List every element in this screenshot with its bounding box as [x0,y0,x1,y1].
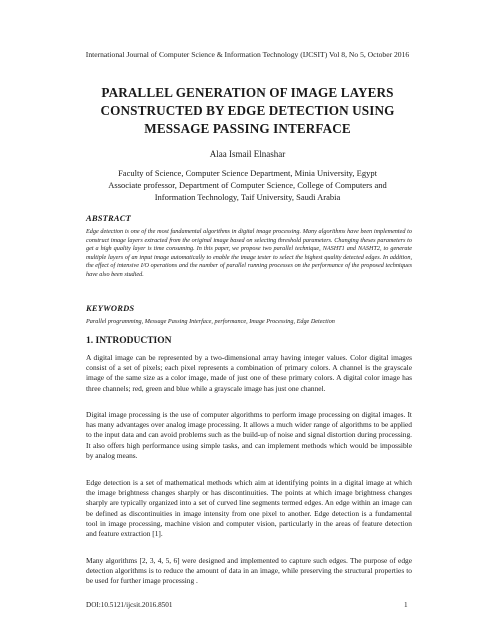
author-affiliation [60,167,435,203]
page-number: 1 [404,601,408,609]
abstract-heading: ABSTRACT [86,213,132,223]
title-line: CONSTRUCTED BY EDGE DETECTION USING [100,103,395,118]
footer-doi: DOI:10.5121/ijcsit.2016.8501 [86,601,173,609]
author-name: Alaa Ismail Elnashar [209,149,286,159]
affiliation-line: Information Technology, Taif University, Saudi Arabia [154,192,341,202]
affiliation-line: Faculty of Science, Computer Science Department, Minia University, Egypt [118,168,377,178]
body-paragraph: A digital image can be represented by a two-dimensional array having integer values. Color digital images consist of a set of pixels; each pixel represents a combination of primary colors. A channel is the grayscale image of the same size as a color image, made of just one of these primary colors. A digital color image has three channels; red, green and blue while a grayscale image has just one channel. [86,353,412,393]
journal-header: International Journal of Computer Science & Information Technology (IJCSIT) Vol 8, No 5, October 2016 [85,50,410,59]
affiliation-line: Associate professor, Department of Computer Science, College of Computers and [108,180,387,190]
title-line: MESSAGE PASSING INTERFACE [144,121,351,136]
title-line: PARALLEL GENERATION OF IMAGE LAYERS [101,85,394,100]
body-paragraph: Edge detection is a set of mathematical methods which aim at identifying points in a digital image at which the image brightness changes sharply or has discontinuities. The points at which image brightness changes sharply are typically organized into a set of curved line segments termed edges. An edge within an image can be defined as discontinuities in image intensity from one pixel to another. Edge detection is a fundamental tool in image processing, machine vision and computer vision, particularly in the areas of feature detection and feature extraction [1]. [86,478,412,539]
body-paragraph: Many algorithms [2, 3, 4, 5, 6] were designed and implemented to capture such edges. The purpose of edge detection algorithms is to reduce the amount of data in an image, while preserving the structural properties to be used for further image processing . [86,556,412,586]
abstract-text: Edge detection is one of the most fundamental algorithms in digital image processing. Many algorithms have been implemented to construct image layers extracted from the original image based on selecting threshold parameters. Changing theses parameters to get a high quality layer is time consuming. In this paper, we propose two parallel technique, NASHT1 and NASHT2, to generate multiple layers of an input image automatically to enable the image tester to select the highest quality detected edges. In addition, the effect of intensive I/O operations and the number of parallel running processes on the performance of the proposed techniques have also been studied. [86,228,412,278]
introduction-heading: 1. INTRODUCTION [86,336,172,346]
body-paragraph: Digital image processing is the use of computer algorithms to perform image processing on digital images. It has many advantages over analog image processing. It allows a much wider range of algorithms to be applied to the input data and can avoid problems such as the build-up of noise and signal distortion during processing. It also offers high performance using simple tasks, and can implement methods which would be impossible by analog means. [86,410,412,460]
keywords-text: Parallel programming, Message Passing Interface, performance, Image Processing, Edge Detection [86,318,335,325]
paper-title [60,84,435,138]
keywords-heading: KEYWORDS [86,303,135,313]
